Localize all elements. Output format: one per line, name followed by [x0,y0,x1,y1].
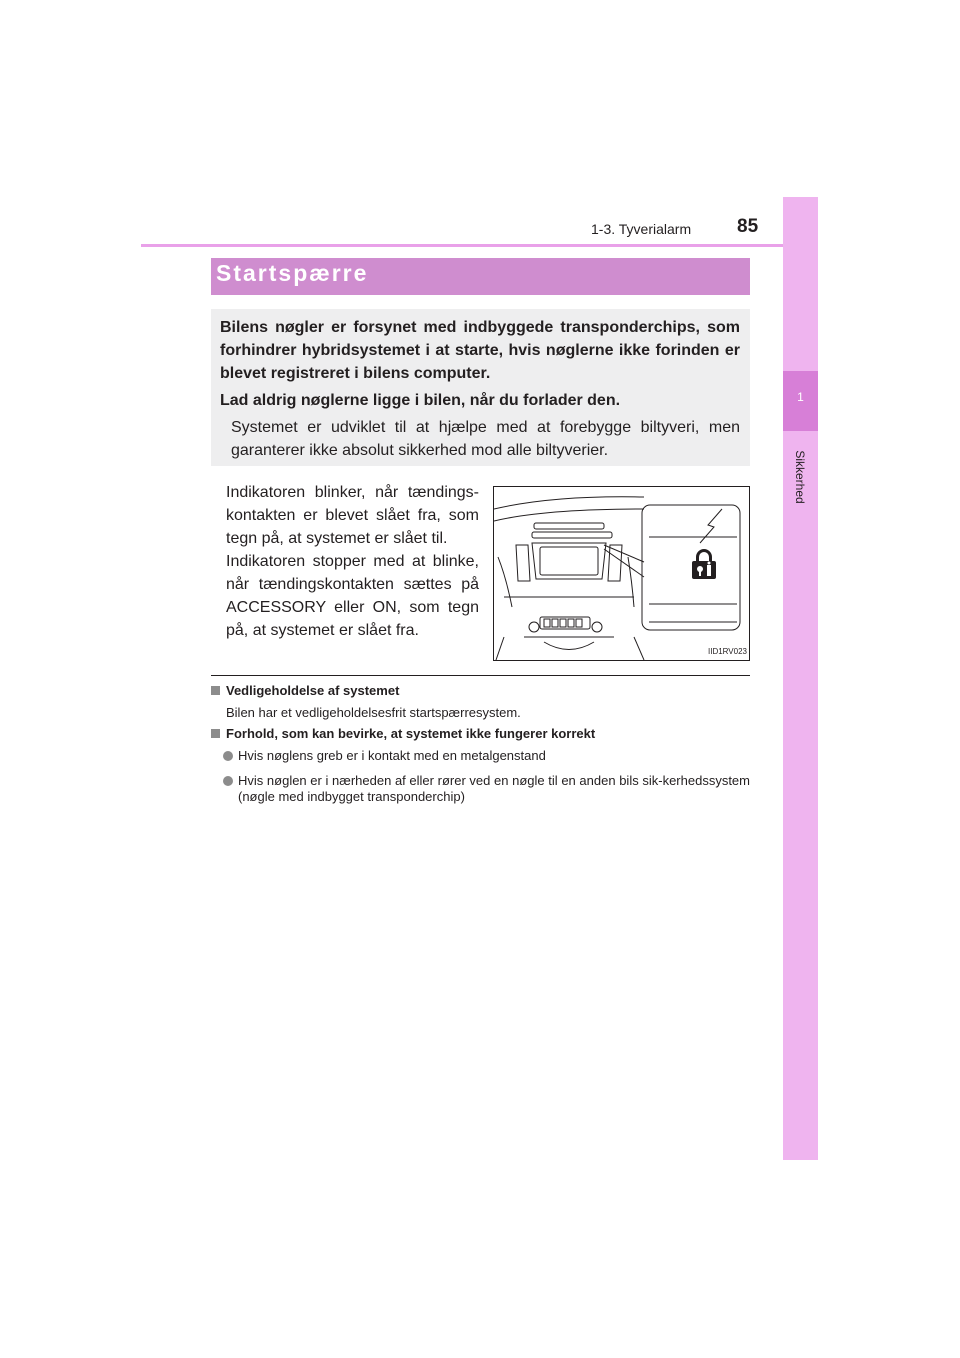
maintenance-text: Bilen har et vedligeholdelsesfrit startspærresystem. [226,705,521,720]
page-title: Startspærre [216,260,369,286]
dashboard-illustration [493,486,750,661]
intro-note: Systemet er udviklet til at hjælpe med at forebygge biltyveri, men garanterer ikke absolut sikkerhed mod alle biltyverier. [231,419,740,459]
illustration-code: IID1RV023 [708,647,747,656]
chapter-number: 1 [797,390,804,404]
body-text [226,481,479,642]
page-number: 85 [737,216,759,237]
list-item: Hvis nøglen er i nærheden af eller rører ved en nøgle til en anden bils sik-kerhedssystem (nøgle med indbygget transponderchip) [238,773,750,805]
section-title: 1-3. Tyverialarm [591,221,692,237]
dashboard-drawing [494,487,749,660]
side-strip [783,197,818,1160]
intro-warning: Lad aldrig nøglerne ligge i bilen, når du forlader den. [220,392,621,409]
list-item: Hvis nøglens greb er i kontakt med en metalgenstand [238,748,750,764]
intro-bold-paragraph: Bilens nøgler er forsynet med indbyggede transponderchips, som forhindrer hybridsystemet i at starte, hvis nøglerne ikke forinden er blevet registreret i bilens computer. [220,319,740,382]
circle-bullet-icon [223,751,233,761]
square-bullet-icon [211,686,220,695]
header-rule [141,244,818,247]
body-paragraph-2: Indikatoren stopper med at blinke, når tændingskontakten sættes på ACCESSORY eller ON, som tegn på, at systemet er slået fra. [226,553,479,639]
maintenance-heading: Vedligeholdelse af systemet [211,683,399,699]
circle-bullet-icon [223,776,233,786]
conditions-heading: Forhold, som kan bevirke, at systemet ikke fungerer korrekt [211,726,595,742]
body-paragraph-1: Indikatoren blinker, når tændings-kontakten er blevet slået fra, som tegn på, at systemet er slået til. [226,484,479,547]
square-bullet-icon [211,729,220,738]
chapter-label: Sikkerhed [793,450,807,504]
section-divider [211,675,750,676]
